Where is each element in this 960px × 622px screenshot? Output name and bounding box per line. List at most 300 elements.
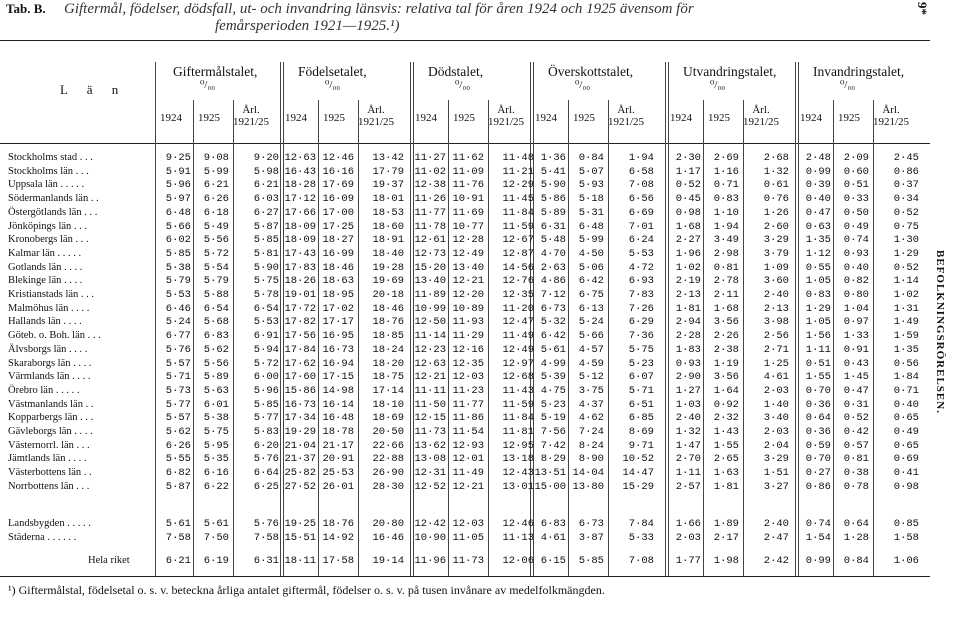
table-cell: 11·76 xyxy=(452,179,484,192)
table-cell: 11·54 xyxy=(452,426,484,438)
table-cell: 12·87 xyxy=(502,247,534,260)
table-cell: 0·84 xyxy=(578,152,604,164)
table-cell: 9·25 xyxy=(165,152,191,164)
table-cell: 6·01 xyxy=(203,398,229,411)
table-cell: 0·39 xyxy=(805,179,831,192)
table-cell: 5·97 xyxy=(165,193,191,206)
table-cell: 0·83 xyxy=(805,289,831,301)
table-cell: 12·97 xyxy=(502,357,534,370)
table-cell: 6·02 xyxy=(165,234,191,247)
table-cell: 12·52 xyxy=(414,480,446,493)
table-cell: 1·02 xyxy=(675,261,701,274)
table-cell: 5·56 xyxy=(203,234,229,247)
table-cell: 0·83 xyxy=(713,193,739,206)
table-cell: 12·93 xyxy=(452,439,484,452)
table-cell: 11·50 xyxy=(414,398,446,411)
table-row xyxy=(0,248,930,260)
table-cell: 1·19 xyxy=(713,357,739,370)
table-cell: 5·24 xyxy=(578,316,604,329)
table-cell: 5·98 xyxy=(253,165,279,178)
table-cell: 5·75 xyxy=(253,275,279,288)
table-cell: 5·63 xyxy=(203,384,229,397)
table-cell: 0·59 xyxy=(805,439,831,452)
table-cell: 1·32 xyxy=(763,165,789,178)
row-label: Västernorrl. län . . . xyxy=(8,439,90,451)
table-cell: 7·12 xyxy=(540,289,566,301)
table-cell: 16·43 xyxy=(284,165,316,178)
subheader-annual xyxy=(358,104,394,128)
table-cell: 6·82 xyxy=(165,467,191,480)
table-cell: 4·59 xyxy=(578,357,604,370)
table-cell: 12·73 xyxy=(414,247,446,260)
table-cell: 18·28 xyxy=(284,179,316,192)
table-cell: 6·22 xyxy=(203,480,229,493)
table-cell: 18·78 xyxy=(322,426,354,438)
row-label: Södermanlands län . . xyxy=(8,193,99,205)
table-cell: 1·51 xyxy=(763,467,789,480)
table-cell: 8·24 xyxy=(578,439,604,452)
table-cell: 12·63 xyxy=(414,357,446,370)
table-cell: 2·94 xyxy=(675,316,701,329)
table-cell: 1·54 xyxy=(805,532,831,544)
table-cell: 4·50 xyxy=(578,247,604,260)
table-cell: 6·21 xyxy=(165,555,191,567)
table-cell: 0·31 xyxy=(843,398,869,411)
table-cell: 5·62 xyxy=(165,426,191,438)
table-title-line2: femårsperioden 1921—1925.¹) xyxy=(215,18,400,34)
table-cell: 8·69 xyxy=(628,426,654,438)
table-cell: 3·79 xyxy=(763,247,789,260)
table-cell: 18·91 xyxy=(372,234,404,247)
table-row xyxy=(0,440,930,452)
table-cell: 0·86 xyxy=(893,165,919,178)
table-cell: 26·01 xyxy=(322,480,354,493)
table-cell: 0·80 xyxy=(843,289,869,301)
subheader-1925: 1925 xyxy=(573,112,595,124)
table-cell: 1·10 xyxy=(713,206,739,219)
table-cell: 6·69 xyxy=(628,206,654,219)
table-cell: 11·02 xyxy=(414,165,446,178)
table-cell: 11·23 xyxy=(452,384,484,397)
table-cell: 5·61 xyxy=(165,518,191,530)
group-unit-5: ⁰/₀₀ xyxy=(840,79,856,91)
table-cell: 13·01 xyxy=(502,480,534,493)
table-cell: 12·46 xyxy=(502,518,534,530)
subheader-annual xyxy=(743,104,779,128)
table-cell: 1·29 xyxy=(893,247,919,260)
table-cell: 6·07 xyxy=(628,371,654,384)
table-cell: 5·75 xyxy=(628,343,654,356)
table-cell: 18·46 xyxy=(322,261,354,274)
row-label: Malmöhus län . . . . xyxy=(8,302,90,314)
row-label: Örebro län . . . . . xyxy=(8,384,80,396)
table-cell: 2·03 xyxy=(763,426,789,438)
table-cell: 21·04 xyxy=(284,439,316,452)
subheader-1924: 1924 xyxy=(800,112,822,124)
table-cell: 6·56 xyxy=(628,193,654,206)
group-header-1: Födelsetalet, xyxy=(298,64,367,79)
subheader-arl: Årl. xyxy=(752,104,770,116)
table-cell: 5·85 xyxy=(165,247,191,260)
table-cell: 2·32 xyxy=(713,412,739,425)
table-cell: 2·60 xyxy=(763,220,789,233)
table-cell: 13·42 xyxy=(372,152,404,164)
table-cell: 12·67 xyxy=(502,234,534,247)
table-cell: 0·61 xyxy=(763,179,789,192)
table-cell: 0·63 xyxy=(805,220,831,233)
table-cell: 0·81 xyxy=(713,261,739,274)
table-cell: 17·60 xyxy=(284,371,316,384)
table-cell: 11·43 xyxy=(502,384,534,397)
table-row xyxy=(0,179,930,191)
table-cell: 1·43 xyxy=(713,426,739,438)
table-cell: 5·90 xyxy=(253,261,279,274)
table-cell: 4·70 xyxy=(540,247,566,260)
table-cell: 0·78 xyxy=(843,480,869,493)
table-cell: 6·03 xyxy=(253,193,279,206)
table-cell: 5·93 xyxy=(578,179,604,192)
table-cell: 12·31 xyxy=(414,467,446,480)
table-cell: 1·30 xyxy=(893,234,919,247)
table-cell: 3·87 xyxy=(578,532,604,544)
table-cell: 5·57 xyxy=(165,412,191,425)
group-unit-1: ⁰/₀₀ xyxy=(325,79,341,91)
table-cell: 1·31 xyxy=(893,302,919,315)
table-cell: 6·31 xyxy=(540,220,566,233)
table-cell: 14·98 xyxy=(322,384,354,397)
table-cell: 18·63 xyxy=(322,275,354,288)
table-cell: 0·51 xyxy=(843,179,869,192)
table-cell: 6·93 xyxy=(628,275,654,288)
table-row xyxy=(0,275,930,287)
table-cell: 28·30 xyxy=(372,480,404,493)
table-cell: 1·81 xyxy=(675,302,701,315)
table-cell: 3·75 xyxy=(578,384,604,397)
table-cell: 7·84 xyxy=(628,518,654,530)
table-cell: 2·40 xyxy=(763,289,789,301)
table-cell: 5·35 xyxy=(203,453,229,466)
table-cell: 2·13 xyxy=(675,289,701,301)
table-cell: 15·20 xyxy=(414,261,446,274)
row-label: Stockholms stad . . . xyxy=(8,152,93,163)
table-cell: 0·40 xyxy=(805,193,831,206)
table-cell: 12·01 xyxy=(452,453,484,466)
row-label: Västerbottens län . . xyxy=(8,467,92,479)
table-cell: 11·20 xyxy=(502,302,534,315)
subheader-annual xyxy=(488,104,524,128)
table-cell: 12·28 xyxy=(452,234,484,247)
table-cell: 7·24 xyxy=(578,426,604,438)
table-cell: 11·09 xyxy=(452,165,484,178)
table-cell: 2·17 xyxy=(713,532,739,544)
table-cell: 1·36 xyxy=(540,152,566,164)
table-cell: 0·65 xyxy=(893,439,919,452)
table-cell: 0·64 xyxy=(805,412,831,425)
table-cell: 4·62 xyxy=(578,412,604,425)
table-title-line1: Giftermål, födelser, dödsfall, ut- och invandring länsvis: relativa tal för åren 1924 och 1925 ävensom för xyxy=(64,1,694,17)
table-cell: 0·99 xyxy=(805,555,831,567)
table-cell: 7·01 xyxy=(628,220,654,233)
table-cell: 11·84 xyxy=(502,206,534,219)
table-cell: 1·68 xyxy=(675,220,701,233)
table-cell: 1·94 xyxy=(713,220,739,233)
table-cell: 0·65 xyxy=(893,412,919,425)
table-cell: 1·02 xyxy=(893,289,919,301)
table-cell: 13·80 xyxy=(572,480,604,493)
subheader-period: 1921/25 xyxy=(358,116,395,128)
table-row xyxy=(0,453,930,465)
table-cell: 12·15 xyxy=(414,412,446,425)
table-cell: 11·73 xyxy=(452,555,484,567)
table-cell: 11·89 xyxy=(414,289,446,301)
table-cell: 0·40 xyxy=(893,398,919,411)
subheader-1924: 1924 xyxy=(285,112,307,124)
subheader-annual xyxy=(873,104,909,128)
table-cell: 2·71 xyxy=(763,343,789,356)
table-cell: 0·70 xyxy=(805,384,831,397)
table-cell: 8·90 xyxy=(578,453,604,466)
table-cell: 20·50 xyxy=(372,426,404,438)
table-cell: 18·95 xyxy=(322,289,354,301)
table-cell: 0·52 xyxy=(675,179,701,192)
table-cell: 5·89 xyxy=(203,371,229,384)
table-cell: 0·52 xyxy=(893,261,919,274)
table-cell: 2·30 xyxy=(675,152,701,164)
table-cell: 17·02 xyxy=(322,302,354,315)
subheader-annual xyxy=(233,104,269,128)
table-cell: 5·90 xyxy=(540,179,566,192)
table-cell: 6·26 xyxy=(203,193,229,206)
row-label: Kristianstads län . . . xyxy=(8,289,95,300)
table-cell: 18·11 xyxy=(284,555,316,567)
table-cell: 13·40 xyxy=(414,275,446,288)
table-cell: 12·35 xyxy=(452,357,484,370)
table-cell: 11·27 xyxy=(414,152,446,164)
rule-top xyxy=(0,40,930,41)
table-cell: 27·52 xyxy=(284,480,316,493)
table-cell: 17·00 xyxy=(322,206,354,219)
table-row xyxy=(0,555,930,567)
table-cell: 6·64 xyxy=(253,467,279,480)
table-cell: 12·16 xyxy=(452,343,484,356)
table-cell: 17·62 xyxy=(284,357,316,370)
table-cell: 0·55 xyxy=(805,261,831,274)
table-cell: 11·48 xyxy=(502,152,534,164)
table-row xyxy=(0,532,930,544)
table-cell: 5·77 xyxy=(253,412,279,425)
table-cell: 5·23 xyxy=(540,398,566,411)
rule-header-bottom xyxy=(0,143,930,144)
table-cell: 16·14 xyxy=(322,398,354,411)
table-cell: 5·71 xyxy=(628,384,654,397)
subheader-1925: 1925 xyxy=(198,112,220,124)
table-cell: 18·85 xyxy=(372,330,404,343)
table-cell: 6·15 xyxy=(540,555,566,567)
table-cell: 1·05 xyxy=(805,275,831,288)
table-cell: 0·93 xyxy=(675,357,701,370)
table-cell: 8·29 xyxy=(540,453,566,466)
table-cell: 14·56 xyxy=(502,261,534,274)
table-cell: 6·31 xyxy=(253,555,279,567)
table-cell: 26·90 xyxy=(372,467,404,480)
footnote: ¹) Giftermålstal, födelsetal o. s. v. beteckna årliga antalet giftermål, födelser o. s. v. på tusen invånare av medelfolkmängden. xyxy=(8,583,605,597)
table-cell: 6·25 xyxy=(253,480,279,493)
table-cell: 0·71 xyxy=(893,384,919,397)
table-cell: 1·83 xyxy=(675,343,701,356)
table-cell: 12·21 xyxy=(452,480,484,493)
table-cell: 15·51 xyxy=(284,532,316,544)
table-row xyxy=(0,289,930,301)
table-cell: 1·28 xyxy=(843,532,869,544)
table-cell: 5·99 xyxy=(203,165,229,178)
table-cell: 11·73 xyxy=(414,426,446,438)
table-cell: 19·25 xyxy=(284,518,316,530)
subheader-arl: Årl. xyxy=(882,104,900,116)
table-cell: 0·71 xyxy=(713,179,739,192)
table-cell: 6·85 xyxy=(628,412,654,425)
table-cell: 11·11 xyxy=(414,384,446,397)
table-cell: 0·98 xyxy=(675,206,701,219)
table-cell: 18·76 xyxy=(372,316,404,329)
table-cell: 0·92 xyxy=(713,398,739,411)
table-cell: 17·43 xyxy=(284,247,316,260)
table-cell: 5·31 xyxy=(578,206,604,219)
table-cell: 3·29 xyxy=(763,234,789,247)
table-cell: 12·49 xyxy=(502,343,534,356)
table-cell: 17·12 xyxy=(284,193,316,206)
table-cell: 1·09 xyxy=(763,261,789,274)
table-cell: 0·47 xyxy=(843,384,869,397)
table-cell: 5·33 xyxy=(628,532,654,544)
table-cell: 6·83 xyxy=(540,518,566,530)
table-cell: 12·29 xyxy=(502,179,534,192)
table-cell: 5·85 xyxy=(253,398,279,411)
table-cell: 5·76 xyxy=(253,518,279,530)
table-cell: 11·62 xyxy=(452,152,484,164)
table-cell: 5·83 xyxy=(253,426,279,438)
table-cell: 2·63 xyxy=(540,261,566,274)
running-head-side: BEFOLKNINGSRÖRELSEN. xyxy=(934,250,946,414)
table-cell: 1·25 xyxy=(763,357,789,370)
table-cell: 6·48 xyxy=(578,220,604,233)
table-cell: 1·49 xyxy=(893,316,919,329)
table-cell: 0·51 xyxy=(805,357,831,370)
row-label: Norrbottens län . . . xyxy=(8,480,90,492)
subheader-period: 1921/25 xyxy=(743,116,780,128)
table-cell: 5·24 xyxy=(165,316,191,329)
table-cell: 1·89 xyxy=(713,518,739,530)
table-cell: 5·81 xyxy=(253,247,279,260)
table-cell: 0·85 xyxy=(893,518,919,530)
table-cell: 10·77 xyxy=(452,220,484,233)
table-cell: 11·05 xyxy=(452,532,484,544)
table-cell: 6·54 xyxy=(253,302,279,315)
table-cell: 5·07 xyxy=(578,165,604,178)
table-cell: 2·65 xyxy=(713,453,739,466)
table-cell: 4·72 xyxy=(628,261,654,274)
table-cell: 0·99 xyxy=(805,165,831,178)
table-cell: 1·32 xyxy=(675,426,701,438)
table-cell: 6·16 xyxy=(203,467,229,480)
group-unit-4: ⁰/₀₀ xyxy=(710,79,726,91)
row-label: Kalmar län . . . . . xyxy=(8,247,82,259)
table-cell: 5·91 xyxy=(165,165,191,178)
table-row xyxy=(0,262,930,274)
table-cell: 0·91 xyxy=(843,343,869,356)
table-cell: 7·58 xyxy=(165,532,191,544)
table-cell: 7·42 xyxy=(540,439,566,452)
table-cell: 12·76 xyxy=(502,275,534,288)
table-cell: 5·95 xyxy=(203,439,229,452)
group-header-3: Överskottstalet, xyxy=(548,64,634,79)
table-cell: 3·98 xyxy=(763,316,789,329)
table-cell: 5·86 xyxy=(540,193,566,206)
table-cell: 6·42 xyxy=(578,275,604,288)
table-cell: 6·48 xyxy=(165,206,191,219)
row-label: Landsbygden . . . . . xyxy=(8,518,91,529)
table-cell: 17·79 xyxy=(372,165,404,178)
column-header-lan: L ä n xyxy=(60,82,127,97)
table-cell: 22·66 xyxy=(372,439,404,452)
table-cell: 14·04 xyxy=(572,467,604,480)
table-cell: 1·12 xyxy=(805,247,831,260)
table-cell: 7·08 xyxy=(628,555,654,567)
table-cell: 1·04 xyxy=(843,302,869,315)
table-cell: 5·32 xyxy=(540,316,566,329)
table-cell: 5·53 xyxy=(628,247,654,260)
table-cell: 17·34 xyxy=(284,412,316,425)
table-cell: 11·21 xyxy=(502,165,534,178)
table-cell: 1·84 xyxy=(893,371,919,384)
table-cell: 5·72 xyxy=(203,247,229,260)
table-cell: 7·36 xyxy=(628,330,654,343)
table-cell: 0·33 xyxy=(843,193,869,206)
table-cell: 14·47 xyxy=(622,467,654,480)
table-cell: 20·18 xyxy=(372,289,404,301)
table-row xyxy=(0,385,930,397)
table-cell: 5·76 xyxy=(253,453,279,466)
table-cell: 6·24 xyxy=(628,234,654,247)
table-cell: 1·16 xyxy=(713,165,739,178)
table-cell: 4·61 xyxy=(763,371,789,384)
table-cell: 0·64 xyxy=(843,518,869,530)
table-cell: 1·77 xyxy=(675,555,701,567)
table-cell: 17·15 xyxy=(322,371,354,384)
table-cell: 4·57 xyxy=(578,343,604,356)
table-cell: 5·94 xyxy=(253,343,279,356)
table-cell: 2·47 xyxy=(763,532,789,544)
table-cell: 12·21 xyxy=(414,371,446,384)
table-cell: 1·96 xyxy=(675,247,701,260)
table-cell: 16·73 xyxy=(322,343,354,356)
table-cell: 5·61 xyxy=(540,343,566,356)
row-label: Stockholms län . . . xyxy=(8,165,89,177)
table-cell: 5·38 xyxy=(203,412,229,425)
table-cell: 3·49 xyxy=(713,234,739,247)
table-cell: 19·29 xyxy=(284,426,316,438)
table-cell: 4·99 xyxy=(540,357,566,370)
table-cell: 16·73 xyxy=(284,398,316,411)
subheader-arl: Årl. xyxy=(617,104,635,116)
row-label: Östergötlands län . . . xyxy=(8,206,98,218)
table-cell: 18·46 xyxy=(372,302,404,315)
table-cell: 6·42 xyxy=(540,330,566,343)
row-label: Älvsborgs län . . . . xyxy=(8,343,88,355)
table-cell: 13·08 xyxy=(414,453,446,466)
table-cell: 18·60 xyxy=(372,220,404,233)
table-cell: 5·41 xyxy=(540,165,566,178)
table-cell: 17·25 xyxy=(322,220,354,233)
